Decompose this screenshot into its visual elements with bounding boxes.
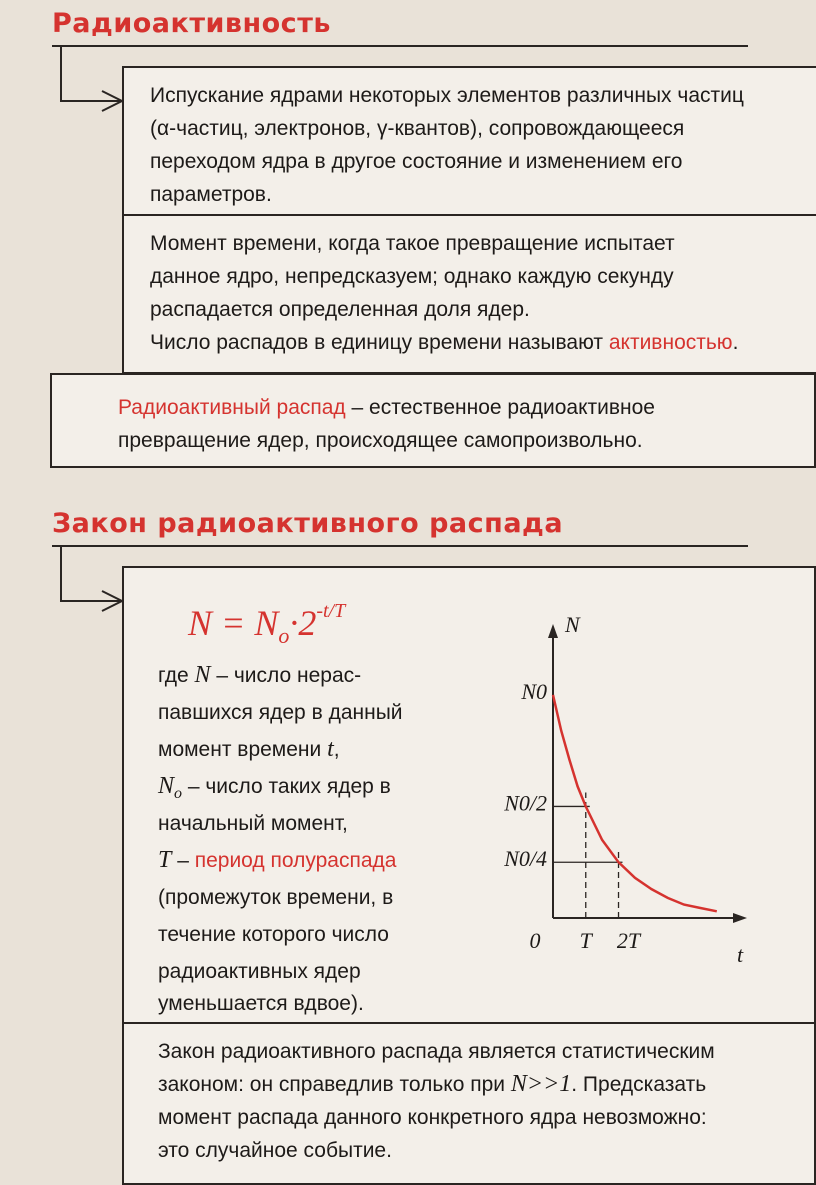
activity-line: Момент времени, когда такое превращение испытает	[150, 232, 675, 255]
decay-chart	[495, 612, 755, 972]
formula-times: ·2	[289, 603, 317, 643]
conclusion-line	[158, 1069, 706, 1100]
formula-exponent: -t/T	[316, 600, 346, 622]
explanation-line: павшихся ядер в данный	[158, 701, 403, 724]
explanation-line	[158, 734, 340, 765]
expl-var: N	[158, 773, 175, 799]
conclusion-line: момент распада данного конкретного ядра невозможно:	[158, 1106, 707, 1129]
heading-radioactivity: Радиоактивность	[52, 8, 331, 39]
explanation-line	[158, 845, 396, 876]
x-tick-label: 0	[529, 928, 541, 953]
activity-term: активностью	[608, 331, 733, 354]
activity-line: распадается определенная доля ядер.	[150, 298, 530, 321]
decay-line-1	[118, 392, 655, 423]
concl-text: законом: он справедлив только при	[158, 1073, 511, 1096]
definition-line: параметров.	[150, 183, 272, 206]
x-tick-label: T	[579, 928, 592, 953]
expl-sub: o	[174, 785, 183, 803]
decay-line-2: превращение ядер, происходящее самопроизвольно.	[118, 429, 643, 452]
heading-decay-law: Закон радиоактивного распада	[52, 508, 564, 539]
x-tick-label: 2T	[616, 928, 641, 953]
activity-line	[150, 327, 738, 358]
explanation-line	[158, 660, 361, 691]
explanation-line: течение которого число	[158, 923, 389, 946]
decay-curve	[553, 695, 717, 911]
definition-line: переходом ядра в другое состояние и изменением его	[150, 150, 683, 173]
expl-var: t	[327, 736, 334, 762]
explanation-line: уменьшается вдвое).	[158, 992, 364, 1015]
y-tick-label: N0	[521, 678, 547, 704]
formula-eq: =	[212, 603, 255, 643]
definition-line: (α-частиц, электронов, γ-квантов), сопровождающееся	[150, 117, 685, 140]
formula-n0-sub: o	[278, 623, 290, 649]
heading-rule-2	[52, 545, 748, 547]
y-tick-label: N0/2	[504, 790, 547, 816]
x-axis-arrow-icon	[733, 913, 747, 923]
formula-lhs: N	[188, 603, 213, 643]
expl-text: момент времени	[158, 738, 328, 761]
explanation-line: (промежуток времени, в	[158, 886, 394, 909]
formula-n0: N	[254, 603, 279, 643]
expl-text: – число нерас-	[210, 664, 362, 687]
definition-line: Испускание ядрами некоторых элементов различных частиц	[150, 84, 744, 107]
y-tick-label: N0/4	[504, 846, 547, 872]
activity-lead: Число распадов в единицу времени называют	[150, 331, 604, 354]
conclusion-line: это случайное событие.	[158, 1139, 392, 1162]
expl-text: где	[158, 664, 195, 687]
expl-var: T	[158, 847, 172, 873]
expl-text: ,	[333, 738, 340, 761]
explanation-line: радиоактивных ядер	[158, 960, 361, 983]
explanation-line: начальный момент,	[158, 812, 348, 835]
activity-end: .	[732, 331, 739, 354]
half-life-term: период полураспада	[194, 849, 397, 872]
concl-text: . Предсказать	[571, 1073, 707, 1096]
y-axis-label: N	[565, 612, 580, 637]
decay-formula	[188, 600, 345, 649]
explanation-line	[158, 771, 391, 809]
decay-def-1: – естественное радиоактивное	[345, 396, 655, 419]
x-axis-label: t	[737, 942, 744, 967]
expl-text: –	[171, 849, 195, 872]
conclusion-line: Закон радиоактивного распада является статистическим	[158, 1040, 715, 1063]
y-axis-arrow-icon	[548, 624, 558, 638]
arrow-right-icon	[60, 89, 130, 113]
concl-var: N>>1	[510, 1071, 572, 1097]
arrow-right-icon	[60, 589, 130, 613]
heading-rule-1	[52, 45, 748, 47]
decay-term: Радиоактивный распад	[118, 396, 346, 419]
expl-var: N	[194, 662, 211, 688]
activity-line: данное ядро, непредсказуем; однако каждую секунду	[150, 265, 674, 288]
expl-text: – число таких ядер в	[182, 775, 391, 798]
